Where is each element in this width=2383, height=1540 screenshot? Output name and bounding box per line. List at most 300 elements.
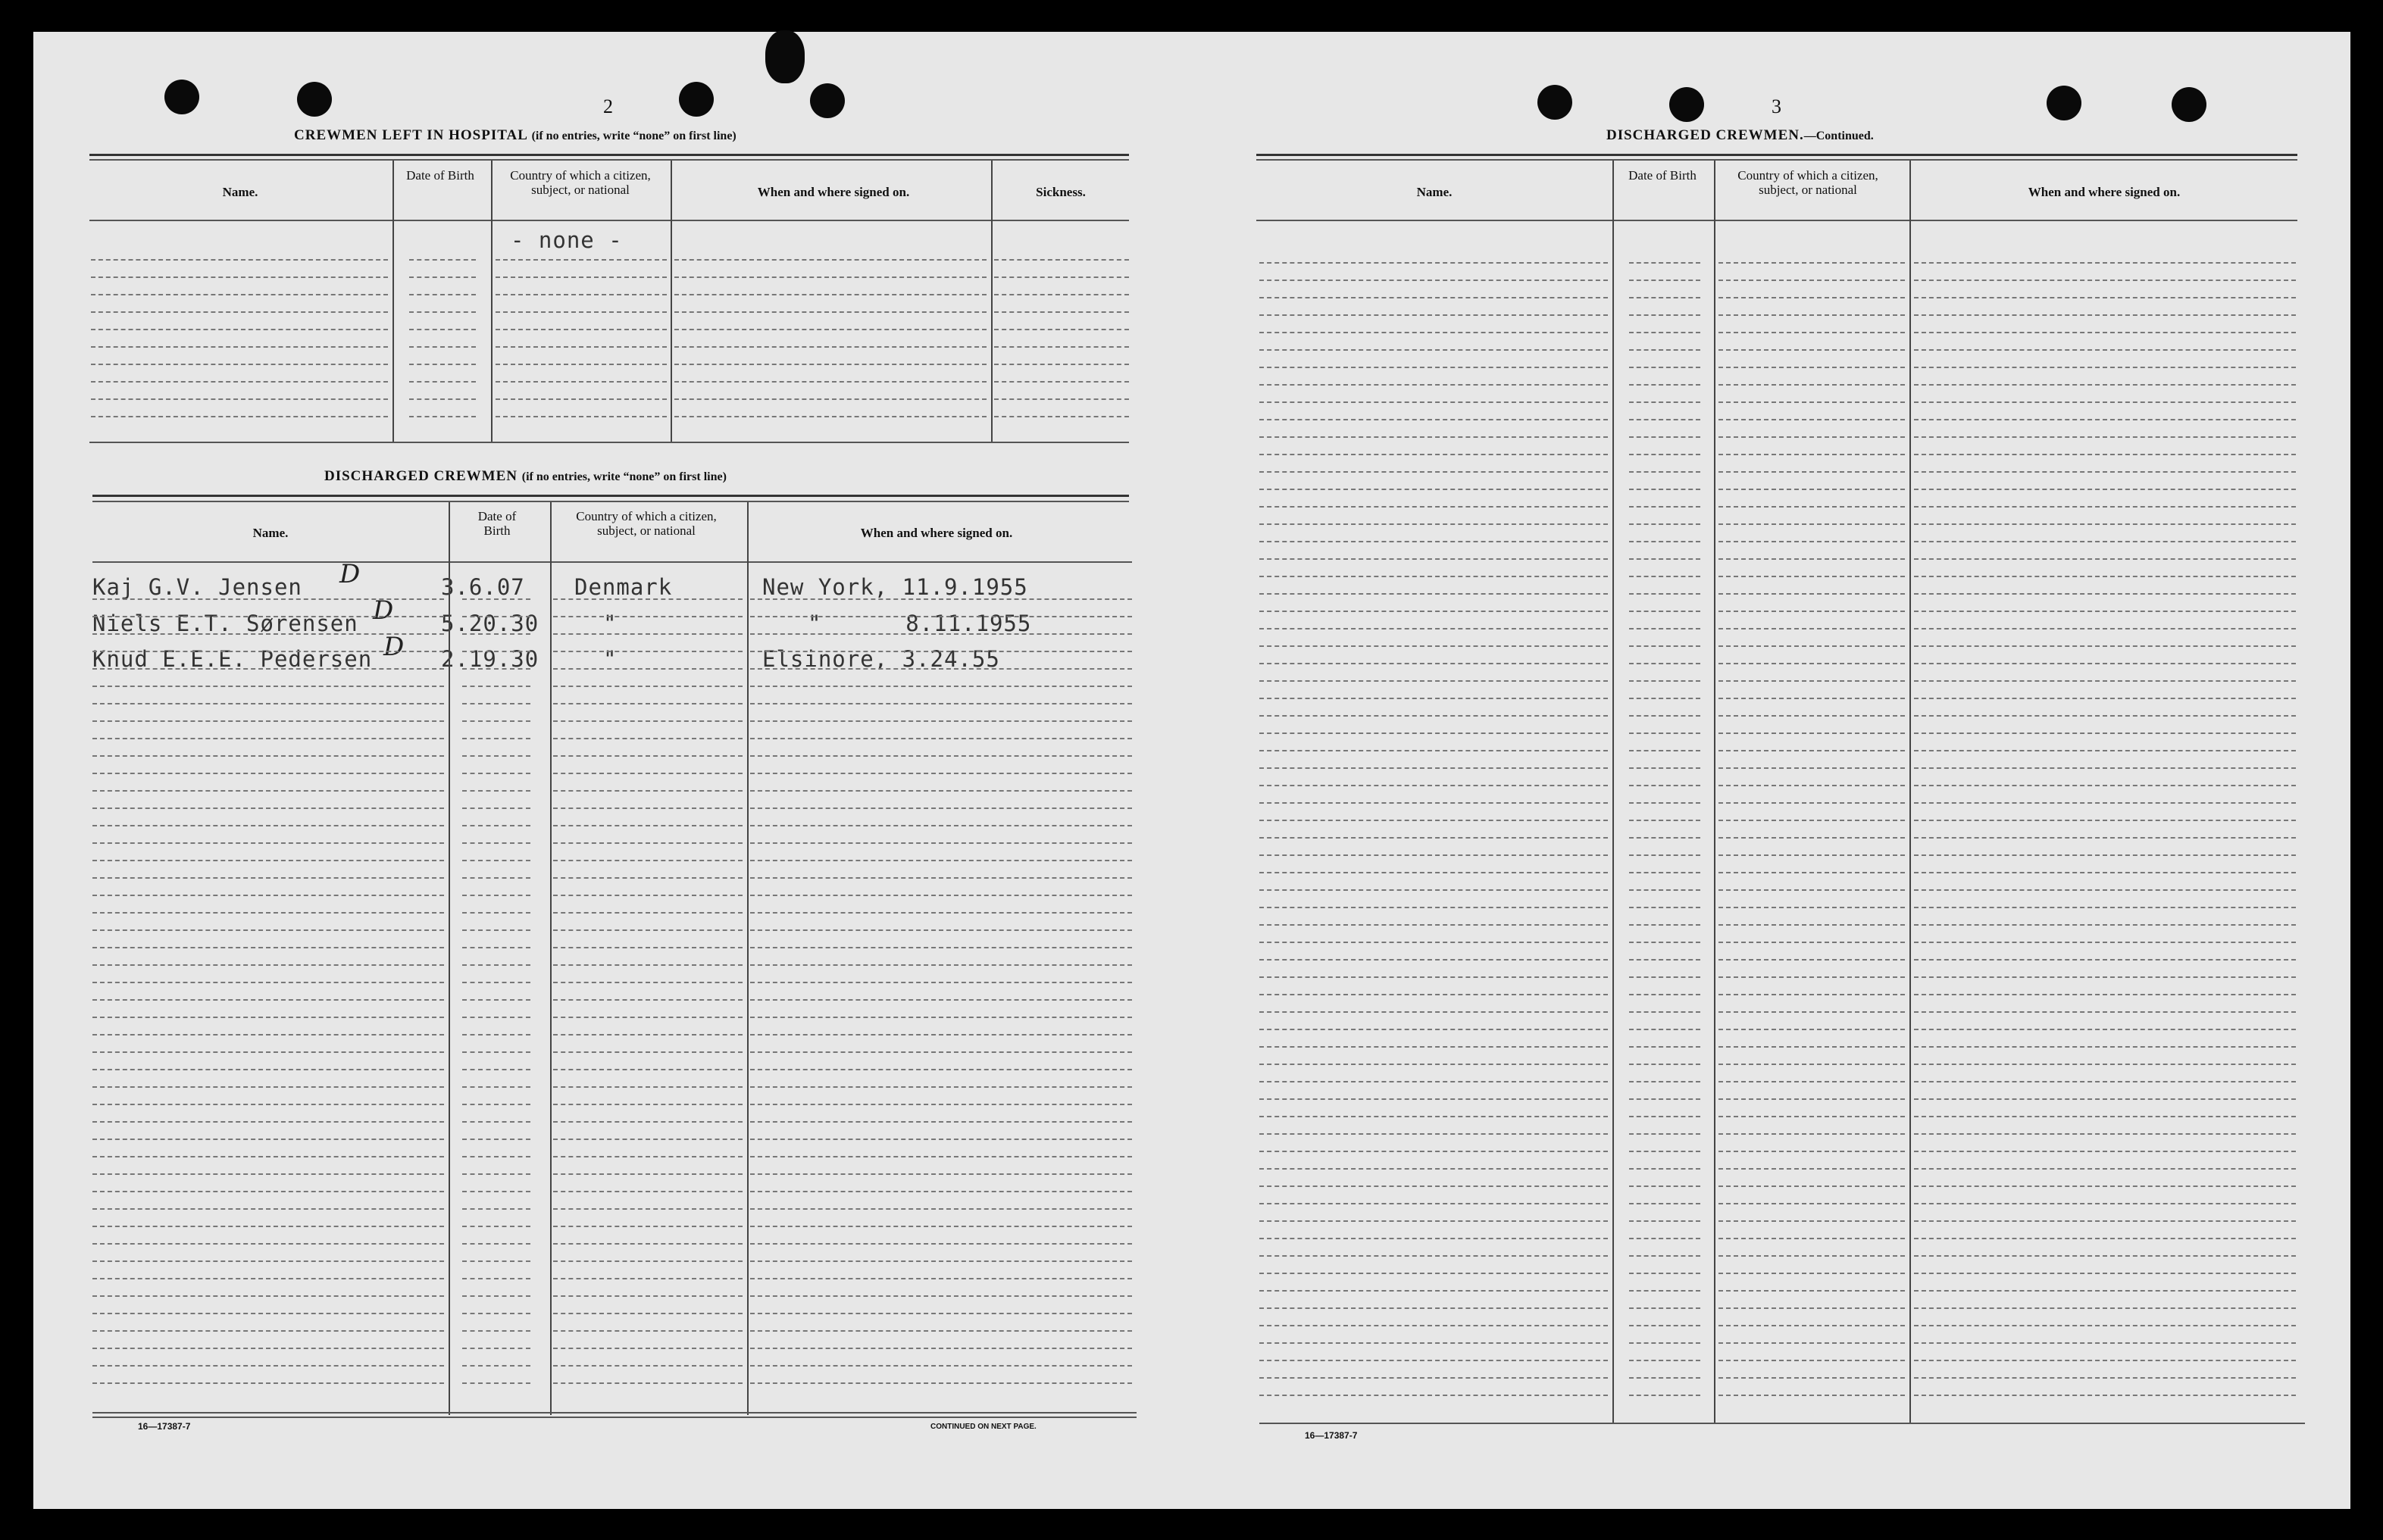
ruling-line — [1914, 1116, 2296, 1117]
ruling-line — [1259, 541, 1608, 542]
ruling-line — [92, 877, 444, 879]
ruling-line — [92, 668, 444, 670]
ruling-line — [92, 1278, 444, 1279]
ruling-line — [1914, 750, 2296, 751]
ruling-line — [1259, 593, 1608, 595]
ruling-line — [1259, 280, 1608, 281]
ruling-line — [1259, 942, 1608, 943]
ruling-line — [1914, 785, 2296, 786]
ruling-line — [1914, 1168, 2296, 1170]
crew-signed-on: Elsinore, 3.24.55 — [762, 646, 1000, 672]
ruling-line — [1629, 1168, 1700, 1170]
ruling-line — [1629, 820, 1700, 821]
ruling-line — [1629, 645, 1700, 647]
ruling-line — [1718, 959, 1905, 961]
ruling-line — [1629, 471, 1700, 473]
ruling-line — [553, 1121, 743, 1123]
ruling-line — [1259, 1064, 1608, 1065]
ruling-line — [750, 825, 1132, 826]
ruling-line — [462, 1139, 530, 1140]
ruling-line — [674, 364, 987, 365]
ruling-line — [462, 720, 530, 722]
ruling-line — [1718, 367, 1905, 368]
ruling-line — [92, 1173, 444, 1175]
ruling-line — [750, 773, 1132, 774]
ruling-line — [1914, 1185, 2296, 1187]
ruling-line — [674, 416, 987, 417]
ruling-line — [1629, 733, 1700, 734]
ruling-line — [1914, 1360, 2296, 1361]
ruling-line — [674, 259, 987, 261]
ruling-line — [462, 877, 530, 879]
ruling-line — [750, 1069, 1132, 1070]
ruling-line — [750, 598, 1132, 600]
ruling-line — [462, 1330, 530, 1332]
column-header-name: Name. — [252, 526, 289, 540]
ruling-line — [92, 964, 444, 966]
ruling-line — [1718, 349, 1905, 351]
ruling-line — [1718, 454, 1905, 455]
discharge-mark: D — [339, 559, 361, 589]
ruling-line — [462, 1348, 530, 1349]
ruling-line — [1914, 889, 2296, 891]
ruling-line — [1259, 1185, 1608, 1187]
ruling-line — [1914, 1064, 2296, 1065]
ruling-line — [1718, 506, 1905, 508]
crew-name: Knud E.E.E. Pedersen — [92, 646, 373, 672]
ruling-line — [553, 912, 743, 914]
ruling-line — [1629, 872, 1700, 873]
ruling-line — [994, 311, 1129, 313]
ruling-line — [1259, 854, 1608, 856]
ruling-line — [1718, 1116, 1905, 1117]
ruling-line — [1259, 349, 1608, 351]
ruling-line — [1718, 1029, 1905, 1030]
ruling-line — [1259, 454, 1608, 455]
ruling-line — [1259, 820, 1608, 821]
ruling-line — [92, 912, 444, 914]
ruling-line — [1718, 1011, 1905, 1013]
ruling-line — [1914, 262, 2296, 264]
ruling-line — [1259, 297, 1608, 298]
ruling-line — [1914, 645, 2296, 647]
ruling-line — [462, 651, 530, 652]
ruling-line — [91, 276, 388, 278]
right-title-suffix: —Continued. — [1803, 130, 1874, 142]
ruling-line — [553, 895, 743, 896]
ruling-line — [1914, 506, 2296, 508]
ruling-line — [1629, 1151, 1700, 1152]
ruling-line — [1718, 942, 1905, 943]
ruling-line — [1718, 1255, 1905, 1257]
ruling-line — [1914, 489, 2296, 490]
ruling-line — [1914, 1220, 2296, 1222]
ruling-line — [496, 294, 667, 295]
ruling-line — [1259, 1116, 1608, 1117]
ruling-line — [1914, 454, 2296, 455]
ruling-line — [1718, 715, 1905, 717]
ruling-line — [1914, 1273, 2296, 1274]
ruling-line — [674, 294, 987, 295]
ruling-line — [1914, 593, 2296, 595]
ruling-line — [462, 1260, 530, 1262]
ruling-line — [553, 1208, 743, 1210]
ruling-line — [1629, 942, 1700, 943]
ruling-line — [1259, 1220, 1608, 1222]
ruling-line — [462, 912, 530, 914]
ruling-line — [1629, 663, 1700, 664]
ruling-line — [462, 773, 530, 774]
ruling-line — [1259, 1342, 1608, 1344]
ruling-line — [462, 633, 530, 635]
ruling-line — [409, 398, 476, 400]
ruling-line — [1259, 1395, 1608, 1396]
ruling-line — [1718, 994, 1905, 995]
ruling-line — [409, 259, 476, 261]
ruling-line — [1718, 1185, 1905, 1187]
ruling-line — [91, 346, 388, 348]
ruling-line — [92, 703, 444, 704]
ruling-line — [1629, 802, 1700, 804]
ruling-line — [553, 1156, 743, 1157]
crew-signed-on: New York, 11.9.1955 — [762, 574, 1028, 600]
ruling-line — [1914, 1151, 2296, 1152]
ruling-line — [92, 1348, 444, 1349]
ruling-line — [1914, 367, 2296, 368]
column-divider — [392, 161, 394, 442]
ruling-line — [674, 276, 987, 278]
ruling-line — [462, 999, 530, 1001]
ruling-line — [750, 651, 1132, 652]
ruling-line — [1718, 1151, 1905, 1152]
ruling-line — [462, 964, 530, 966]
ruling-line — [1629, 454, 1700, 455]
ruling-line — [1718, 314, 1905, 316]
ruling-line — [496, 276, 667, 278]
ruling-line — [462, 842, 530, 844]
ruling-line — [553, 738, 743, 739]
ruling-line — [1629, 628, 1700, 629]
ruling-line — [1914, 680, 2296, 682]
ruling-line — [1629, 1238, 1700, 1239]
ruling-line — [462, 703, 530, 704]
ruling-line — [553, 616, 743, 617]
ruling-line — [553, 651, 743, 652]
ruling-line — [1914, 854, 2296, 856]
ruling-line — [1718, 1290, 1905, 1292]
ruling-line — [750, 1121, 1132, 1123]
ruling-line — [496, 398, 667, 400]
ruling-line — [750, 1260, 1132, 1262]
ruling-line — [750, 738, 1132, 739]
ruling-line — [1629, 1133, 1700, 1135]
ruling-line — [994, 398, 1129, 400]
ruling-line — [92, 773, 444, 774]
ruling-line — [750, 668, 1132, 670]
ruling-line — [750, 1104, 1132, 1105]
ruling-line — [1259, 1360, 1608, 1361]
ruling-line — [553, 790, 743, 792]
ruling-line — [462, 616, 530, 617]
ruling-line — [1259, 1290, 1608, 1292]
ruling-line — [750, 1365, 1132, 1367]
form-code: 16—17387-7 — [1305, 1430, 1358, 1441]
discharged-title: DISCHARGED CREWMEN — [324, 468, 518, 484]
ruling-line — [1259, 628, 1608, 629]
column-header-dob: Date of Birth — [1628, 168, 1697, 183]
ruling-line — [1259, 715, 1608, 717]
ruling-line — [1259, 558, 1608, 560]
ruling-line — [1629, 576, 1700, 577]
ruling-line — [994, 364, 1129, 365]
ruling-line — [92, 982, 444, 983]
table-top-rule — [89, 154, 1129, 156]
ruling-line — [750, 982, 1132, 983]
ruling-line — [553, 1069, 743, 1070]
ruling-line — [1718, 297, 1905, 298]
ruling-line — [91, 364, 388, 365]
ruling-line — [92, 1017, 444, 1018]
ruling-line — [92, 1121, 444, 1123]
ruling-line — [1914, 1307, 2296, 1309]
ruling-line — [1914, 1377, 2296, 1379]
ruling-line — [1718, 802, 1905, 804]
ruling-line — [91, 329, 388, 330]
ruling-line — [1259, 733, 1608, 734]
ruling-line — [1629, 976, 1700, 978]
ruling-line — [553, 668, 743, 670]
ruling-line — [750, 877, 1132, 879]
ruling-line — [674, 329, 987, 330]
ruling-line — [409, 311, 476, 313]
ruling-line — [92, 616, 444, 617]
ruling-line — [1629, 262, 1700, 264]
crew-name: Niels E.T. Sørensen — [92, 611, 358, 636]
ruling-line — [1629, 1011, 1700, 1013]
ruling-line — [1718, 1046, 1905, 1048]
ruling-line — [1259, 576, 1608, 577]
ruling-line — [750, 912, 1132, 914]
ruling-line — [92, 999, 444, 1001]
crew-dob: 5.20.30 — [441, 611, 539, 636]
ruling-line — [1259, 419, 1608, 420]
ruling-line — [750, 703, 1132, 704]
ruling-line — [1914, 419, 2296, 420]
ruling-line — [462, 1156, 530, 1157]
ruling-line — [92, 1365, 444, 1367]
ruling-line — [553, 1348, 743, 1349]
ruling-line — [1718, 698, 1905, 699]
ruling-line — [91, 381, 388, 383]
ruling-line — [91, 294, 388, 295]
ruling-line — [1629, 1116, 1700, 1117]
ruling-line — [1259, 1325, 1608, 1326]
ruling-line — [1718, 750, 1905, 751]
ruling-line — [92, 842, 444, 844]
ruling-line — [1718, 1081, 1905, 1082]
hospital-subtitle: (if no entries, write “none” on first line) — [531, 130, 736, 142]
ruling-line — [1259, 837, 1608, 839]
ruling-line — [1914, 942, 2296, 943]
column-divider — [991, 161, 993, 442]
ruling-line — [1718, 1360, 1905, 1361]
ruling-line — [553, 807, 743, 809]
column-header-name: Name. — [1416, 185, 1453, 199]
punch-hole — [679, 82, 714, 117]
ruling-line — [750, 616, 1132, 617]
column-header-signed-on: When and where signed on. — [860, 526, 1013, 540]
ruling-line — [1259, 262, 1608, 264]
ruling-line — [1914, 1203, 2296, 1204]
ruling-line — [1718, 907, 1905, 908]
ruling-line — [1629, 297, 1700, 298]
ruling-line — [1914, 663, 2296, 664]
ruling-line — [750, 860, 1132, 861]
ruling-line — [1259, 1046, 1608, 1048]
punch-hole — [164, 80, 199, 114]
ruling-line — [1259, 1168, 1608, 1170]
ruling-line — [1914, 837, 2296, 839]
ruling-line — [462, 929, 530, 931]
discharged-subtitle: (if no entries, write “none” on first line) — [521, 470, 727, 483]
ruling-line — [553, 1226, 743, 1227]
ruling-line — [1914, 994, 2296, 995]
ruling-line — [1629, 1255, 1700, 1257]
ruling-line — [994, 259, 1129, 261]
ruling-line — [462, 1365, 530, 1367]
ruling-line — [1718, 541, 1905, 542]
discharge-mark: D — [383, 632, 405, 662]
ruling-line — [1718, 332, 1905, 333]
ruling-line — [92, 895, 444, 896]
ruling-line — [1629, 1203, 1700, 1204]
ruling-line — [750, 1017, 1132, 1018]
ruling-line — [750, 790, 1132, 792]
ruling-line — [1914, 1395, 2296, 1396]
ruling-line — [1914, 576, 2296, 577]
ruling-line — [1259, 471, 1608, 473]
ruling-line — [1914, 872, 2296, 873]
ruling-line — [1914, 1081, 2296, 1082]
ruling-line — [92, 720, 444, 722]
column-header-signed-on: When and where signed on. — [757, 185, 910, 199]
ruling-line — [1259, 994, 1608, 995]
ruling-line — [1914, 1255, 2296, 1257]
ruling-line — [496, 329, 667, 330]
column-divider — [491, 161, 493, 442]
column-header-country: Country of which a citizen, subject, or national — [1737, 168, 1878, 197]
ruling-line — [462, 598, 530, 600]
table-bottom-rule — [92, 1412, 1137, 1413]
ruling-line — [1914, 924, 2296, 926]
ruling-line — [1914, 628, 2296, 629]
ruling-line — [1629, 854, 1700, 856]
ruling-line — [496, 311, 667, 313]
ruling-line — [92, 598, 444, 600]
ruling-line — [553, 929, 743, 931]
ruling-line — [1914, 1098, 2296, 1100]
ruling-line — [1718, 419, 1905, 420]
ruling-line — [750, 1139, 1132, 1140]
ruling-line — [92, 1051, 444, 1053]
ruling-line — [1914, 767, 2296, 769]
ruling-line — [92, 1086, 444, 1088]
column-divider — [1909, 161, 1911, 1424]
ruling-line — [553, 703, 743, 704]
ruling-line — [1914, 1011, 2296, 1013]
table-bottom-rule — [92, 1417, 1137, 1418]
ruling-line — [92, 1104, 444, 1105]
continued-note: CONTINUED ON NEXT PAGE. — [930, 1423, 1037, 1431]
ruling-line — [92, 860, 444, 861]
ruling-line — [1629, 558, 1700, 560]
punch-hole — [810, 83, 845, 118]
ruling-line — [750, 842, 1132, 844]
ruling-line — [1718, 628, 1905, 629]
ruling-line — [1629, 349, 1700, 351]
ruling-line — [1259, 1255, 1608, 1257]
ruling-line — [1914, 611, 2296, 612]
ruling-line — [1629, 837, 1700, 839]
table-top-rule — [89, 159, 1129, 161]
column-header-dob: Date of Birth — [406, 168, 474, 183]
ruling-line — [553, 1330, 743, 1332]
ruling-line — [462, 947, 530, 948]
ruling-line — [553, 720, 743, 722]
punch-hole — [765, 30, 805, 83]
ruling-line — [462, 1121, 530, 1123]
ruling-line — [1718, 523, 1905, 525]
column-header-sickness: Sickness. — [1036, 185, 1086, 199]
ruling-line — [462, 825, 530, 826]
ruling-line — [1914, 471, 2296, 473]
ruling-line — [1259, 750, 1608, 751]
ruling-line — [409, 416, 476, 417]
ruling-line — [409, 381, 476, 383]
ruling-line — [1629, 1395, 1700, 1396]
ruling-line — [92, 1260, 444, 1262]
ruling-line — [1914, 436, 2296, 438]
ruling-line — [92, 1313, 444, 1314]
column-divider — [1714, 161, 1715, 1424]
ruling-line — [1259, 645, 1608, 647]
ruling-line — [1718, 593, 1905, 595]
ruling-line — [1629, 314, 1700, 316]
ruling-line — [1629, 436, 1700, 438]
ruling-line — [92, 633, 444, 635]
punch-hole — [1537, 85, 1572, 120]
ruling-line — [1629, 1098, 1700, 1100]
ruling-line — [462, 1173, 530, 1175]
ruling-line — [1259, 1029, 1608, 1030]
ruling-line — [92, 1382, 444, 1384]
ruling-line — [92, 1139, 444, 1140]
ruling-line — [1629, 1307, 1700, 1309]
ruling-line — [91, 398, 388, 400]
ruling-line — [1914, 1029, 2296, 1030]
ruling-line — [92, 1034, 444, 1036]
ruling-line — [92, 1156, 444, 1157]
punch-hole — [1669, 87, 1704, 122]
crew-country: " — [603, 611, 618, 636]
ruling-line — [462, 790, 530, 792]
ruling-line — [553, 1104, 743, 1105]
ruling-line — [750, 947, 1132, 948]
ruling-line — [750, 1278, 1132, 1279]
ruling-line — [1718, 820, 1905, 821]
ruling-line — [1718, 767, 1905, 769]
ruling-line — [553, 1017, 743, 1018]
